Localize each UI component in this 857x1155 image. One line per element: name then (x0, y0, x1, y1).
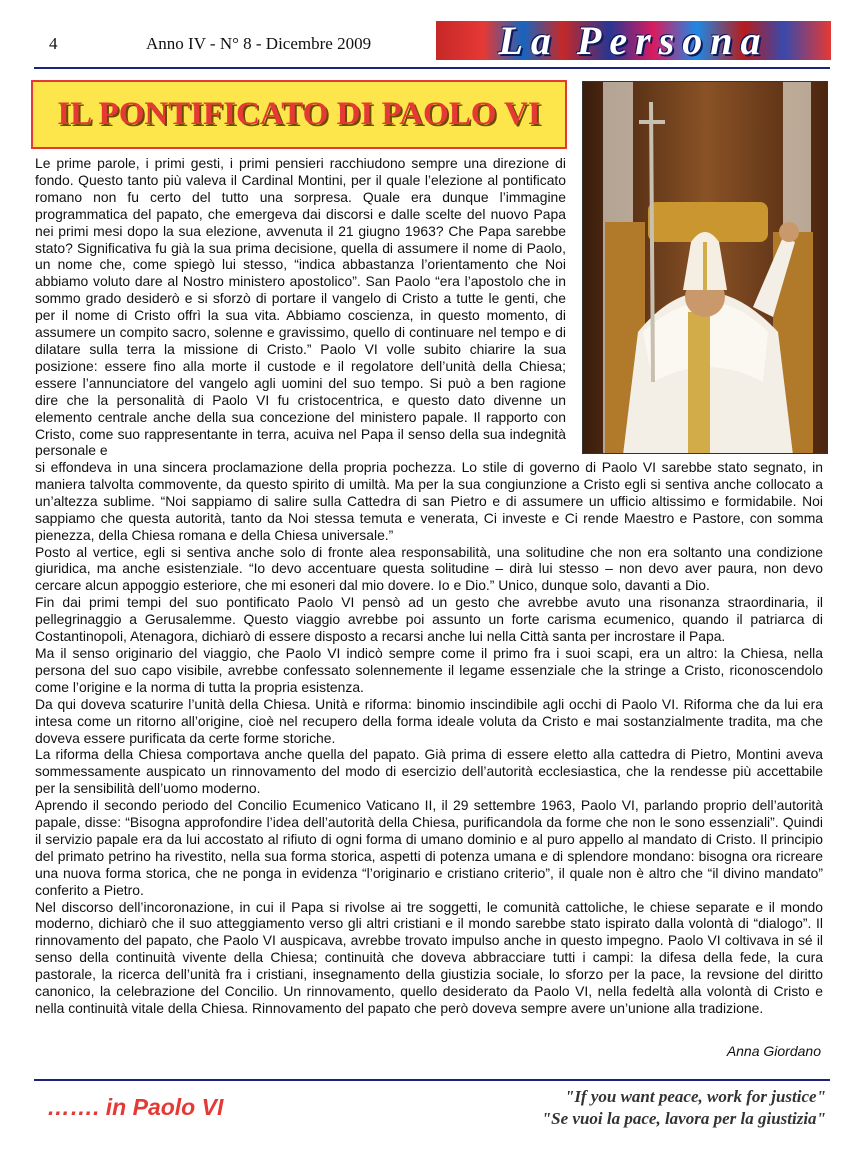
header-divider (34, 67, 830, 69)
article-body (35, 459, 823, 1017)
article-paragraph: Aprendo il secondo periodo del Concilio Ecumenico Vaticano II, il 29 settembre 1963, Paolo VI, parlando proprio dell’autorità papale, disse: “Bisogna approfondire l’idea dell’autorità della Chiesa, purificandola da forme che non le sono essenziali”. Quindi il servizio papale era da lui accostato al rifiuto di ogni forma di umano dominio e al puro appello al mandato di Cristo. Il principio del primato petrino ha rivestito, nella sua forma storica, aspetti di potenza umana e di splendore mondano: bisogna ora ricreare una nuova forma storica, che ne ponga in evidenza “l’originario e cristiano criterio”, il quale non è altro che “il divino mandato” conferito a Pietro. (35, 797, 823, 898)
article-paragraph: La riforma della Chiesa comportava anche quella del papato. Già prima di essere eletto alla cattedra di Pietro, Montini aveva sommessamente auspicato un rinnovamento del modo di esercizio dell’autorità ecclesiastica, che la rendesse più accettabile per la sensibilità dell’uomo moderno. (35, 746, 823, 797)
article-body-top (35, 155, 566, 459)
article-paragraph: Posto al vertice, egli si sentiva anche solo di fronte alea responsabilità, una solitudine che non era soltanto una condizione giuridica, ma anche esistenziale. “Io devo accentuare questa solitudine – dirà lui stesso – non devo aver paura, non devo cercare alcun appoggio esteriore, che mi esoneri dal mio dovere. Io e Dio.” Unico, dunque solo, davanti a Dio. (35, 543, 823, 594)
issue-info: Anno IV - N° 8 - Dicembre 2009 (146, 34, 372, 53)
article-paragraph: Da qui doveva scaturire l’unità della Chiesa. Unità e riforma: binomio inscindibile agli occhi di Paolo VI. Riforma che da lui era intesa come un ritorno all’origine, cioè nel recupero della forma ideale voluta da Cristo e mai sostanzialmente tradita, ma che doveva essere purificata da certe forme storiche. (35, 695, 823, 746)
masthead-logo (436, 21, 831, 60)
article-paragraph: Le prime parole, i primi gesti, i primi pensieri racchiudono sempre una direzione di fondo. Questo tanto più valeva il Cardinal Montini, per il quale l’elezione al pontificato romano non fu certo del tutto una sorpresa. Quale era dunque l’immagine programmatica del papato, che emergeva dai discorsi e dalle scelte del nuovo Papa nei primi mesi dopo la sua elezione, avvenuta il 21 giugno 1963? Che Papa sarebbe stato? Significativa fu già la sua prima decisione, quella di assumere il nome di Paolo, un nome che, come spiegò lui stesso, “indica abbastanza l’orientamento che Noi abbiamo voluto dare al Nostro ministero apostolico”. San Paolo “era l’apostolo che in sommo grado desiderò e si sforzò di portare il vangelo di Cristo a tutte le genti, che per il nome di Cristo offrì la sua vita. Abbiamo coscienza, in questo momento, di assumere un compito sacro, solenne e gravissimo, quello di continuare nel tempo e di dilatare sulla terra la missione di Cristo.” Paolo VI volle subito chiarire la sua posizione: essere fino alla morte il custode e il regolatore dell’unità della Chiesa; essere l’annunciatore del vangelo agli uomini del suo tempo. Si può a ben ragione dire che la personalità di Paolo VI fu cristocentrica, e questo dato divenne un elemento centrale anche della sua concezione del ministero papale. Il rapporto con Cristo, come suo rappresentante in terra, acuiva nel Papa il senso della sua indegnità personale e (35, 155, 566, 459)
footer-divider (34, 1079, 830, 1081)
footer-quote-english: "If you want peace, work for justice" (564, 1087, 826, 1106)
pope-photo (582, 81, 828, 454)
article-author: Anna Giordano (726, 1043, 821, 1059)
article-paragraph: Ma il senso originario del viaggio, che Paolo VI indicò sempre come il primo fra i suoi scapi, era un altro: la Chiesa, nella persona del suo capo visibile, avrebbe confessato solennemente il legame essenziale che la stringe a Cristo, riconoscendolo come l’origine e la norma di tutta la propria esistenza. (35, 644, 823, 695)
article-title-box (31, 80, 567, 149)
masthead-title: La Persona (498, 21, 769, 60)
article-title: IL PONTIFICATO DI PAOLO VI (57, 96, 541, 132)
article-paragraph: si effondeva in una sincera proclamazione della propria pochezza. Lo stile di governo di Paolo VI sarebbe stato segnato, in maniera talvolta commovente, da questo spirito di umiltà. Ma per la sua congiunzione a Cristo egli si sentiva anche collocato a un’altezza sublime. “Noi sappiamo di salire sulla Cattedra di san Pietro e di assumere un ufficio altissimo e formidabile. Noi sappiamo che questa autorità, tanto da Noi stessa temuta e venerata, Ci investe e Ci rende Maestro e Pastore, con somma pienezza, della Chiesa romana e della Chiesa universale.” (35, 459, 823, 543)
article-paragraph: Fin dai primi tempi del suo pontificato Paolo VI pensò ad un gesto che avrebbe avuto una risonanza straordinaria, il pellegrinaggio a Gerusalemme. Questo viaggio avrebbe poi assunto un forte carisma ecumenico, quando il patriarca di Costantinopoli, Atenagora, dichiarò di essere disposto a recarsi anche lui nella Città santa per incrostare il Papa. (35, 594, 823, 645)
article-paragraph: Nel discorso dell’incoronazione, in cui il Papa si rivolse ai tre soggetti, le comunità cattoliche, le chiese separate e il mondo moderno, dichiarò che il suo atteggiamento verso gli altri cristiani e il mondo sarebbe stato ispirato dalla volontà di “dialogo”. Il rinnovamento del papato, che Paolo VI auspicava, avrebbe trovato impulso anche in questo impegno. Paolo VI coltivava in sé il senso della continuità vivente della Chiesa; continuità che doveva abbracciare tutti i campi: la difesa della fede, la cura pastorale, la ricerca dell’unità fra i cristiani, insegnamento della giustizia sociale, lo sforzo per la pace, la revsione del diritto canonico, la celebrazione del Concilio. Un rinnovamento, quello desiderato da Paolo VI, nella fedeltà alla volontà di Cristo e nella continuità vitale della Chiesa. Rinnovamento del papato che però doveva sempre avere un’unione alla tradizione. (35, 898, 823, 1016)
pope-photo-icon (583, 82, 828, 454)
footer-quote (496, 1086, 826, 1130)
footer-series-label: ……. in Paolo VI (47, 1094, 224, 1120)
page-number: 4 (49, 34, 58, 53)
footer-quote-italian: "Se vuoi la pace, lavora per la giustizia" (541, 1109, 826, 1128)
